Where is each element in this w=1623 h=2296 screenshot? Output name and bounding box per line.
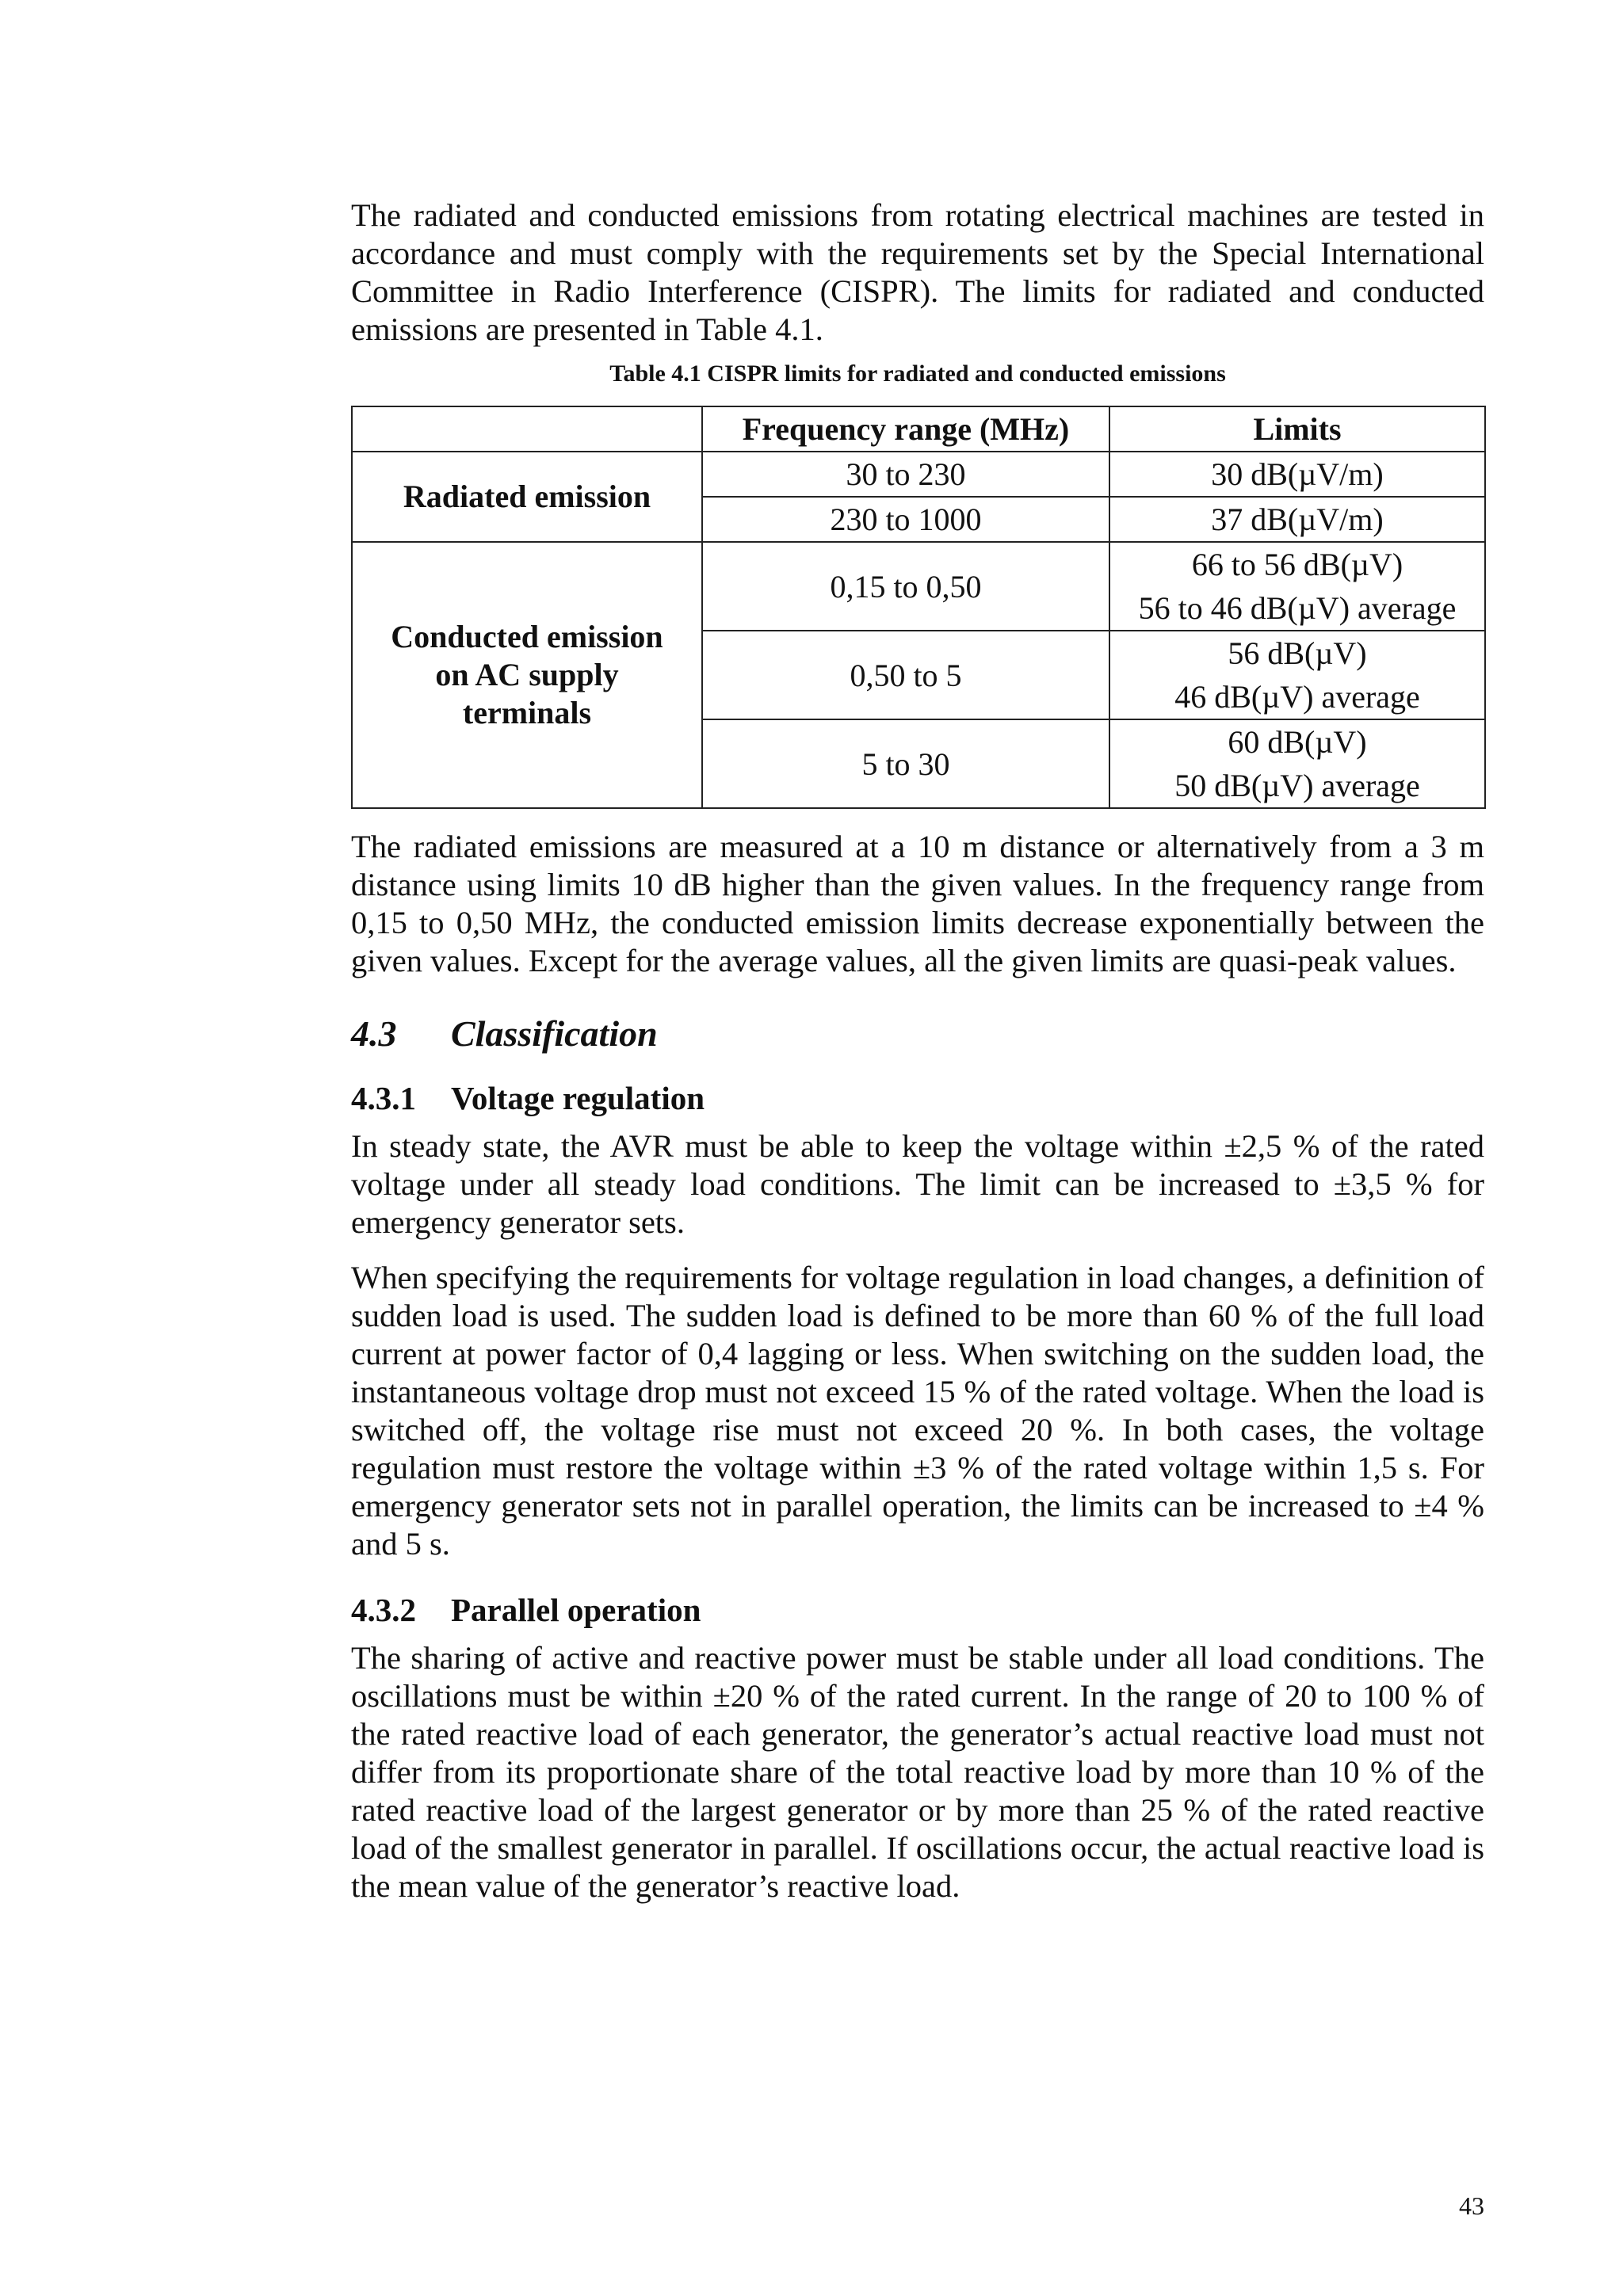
- limit-average: 50 dB(µV) average: [1174, 768, 1420, 803]
- section-number: 4.3: [351, 1013, 397, 1054]
- limit-value: 60 dB(µV): [1228, 724, 1367, 760]
- conducted-label-line: Conducted emission: [391, 619, 663, 654]
- conducted-label-line: terminals: [462, 695, 592, 730]
- limit-cell: 37 dB(µV/m): [1109, 497, 1485, 542]
- frequency-cell: 230 to 1000: [702, 497, 1109, 542]
- subsection-heading-parallel: [351, 1590, 1484, 1630]
- voltage-paragraph-2: When specifying the requirements for voltage regulation in load changes, a definition of sudden load is used. The sudden load is defined to be more than 60 % of the full load current at power factor of 0,4 lagging or less. When switching on the sudden load, the instantaneous voltage drop must not exceed 15 % of the rated voltage. When the load is switched off, the voltage rise must not exceed 20 %. In both cases, the voltage regulation must restore the voltage within ±3 % of the rated voltage within 1,5 s. For emergency generator sets not in parallel operation, the limits can be increased to ±4 % and 5 s.: [351, 1260, 1484, 1562]
- table-row: [352, 452, 1485, 497]
- frequency-cell: 0,50 to 5: [702, 631, 1109, 719]
- cispr-limits-table: [351, 406, 1486, 809]
- intro-paragraph: The radiated and conducted emissions from rotating electrical machines are tested in accordance and must comply with the requirements set by the Special International Committee in Radio Interference (CISPR). The limits for radiated and conducted emissions are presented in Table 4.1.: [351, 197, 1484, 347]
- conducted-label-line: on AC supply: [435, 657, 619, 692]
- section-title: Classification: [451, 1013, 658, 1054]
- subsection-heading-voltage: [351, 1078, 1484, 1118]
- frequency-cell: 30 to 230: [702, 452, 1109, 497]
- page-number: 43: [1459, 2191, 1484, 2220]
- limit-value: 56 dB(µV): [1228, 635, 1367, 671]
- header-empty-cell: [352, 406, 702, 452]
- limit-cell: [1109, 542, 1485, 631]
- after-table-paragraph: The radiated emissions are measured at a 10 m distance or alternatively from a 3 m distance using limits 10 dB higher than the given values. In the frequency range from 0,15 to 0,50 MHz, the conducted emission limits decrease exponentially between the given values. Except for the average values, all the given limits are quasi-peak values.: [351, 829, 1484, 978]
- subsection-number: 4.3.2: [351, 1592, 416, 1628]
- limit-cell: [1109, 719, 1485, 808]
- header-limits: Limits: [1109, 406, 1485, 452]
- radiated-emission-label: Radiated emission: [352, 452, 702, 542]
- header-frequency: Frequency range (MHz): [702, 406, 1109, 452]
- table-row: [352, 542, 1485, 631]
- table-header-row: [352, 406, 1485, 452]
- subsection-title: Parallel operation: [451, 1592, 701, 1628]
- limit-average: 56 to 46 dB(µV) average: [1138, 590, 1457, 626]
- voltage-paragraph-1: In steady state, the AVR must be able to keep the voltage within ±2,5 % of the rated voltage under all steady load conditions. The limit can be increased to ±3,5 % for emergency generator sets.: [351, 1128, 1484, 1240]
- limit-cell: [1109, 631, 1485, 719]
- section-heading: [351, 1012, 1484, 1056]
- subsection-title: Voltage regulation: [451, 1080, 705, 1116]
- frequency-cell: 0,15 to 0,50: [702, 542, 1109, 631]
- conducted-emission-label: [352, 542, 702, 808]
- page-body: [351, 196, 1484, 1905]
- limit-average: 46 dB(µV) average: [1174, 679, 1420, 715]
- parallel-paragraph: The sharing of active and reactive power must be stable under all load conditions. The oscillations must be within ±20 % of the rated current. In the range of 20 to 100 % of the rated reactive load of each generator, the generator’s actual reactive load must not differ from its proportionate share of the total reactive load by more than 10 % of the rated reactive load of the largest generator or by more than 25 % of the rated reactive load of the smallest generator in parallel. If oscillations occur, the actual reactive load is the mean value of the generator’s reactive load.: [351, 1640, 1484, 1904]
- subsection-number: 4.3.1: [351, 1080, 416, 1116]
- frequency-cell: 5 to 30: [702, 719, 1109, 808]
- table-caption: Table 4.1 CISPR limits for radiated and conducted emissions: [609, 360, 1226, 387]
- limit-cell: 30 dB(µV/m): [1109, 452, 1485, 497]
- limit-value: 66 to 56 dB(µV): [1191, 547, 1403, 582]
